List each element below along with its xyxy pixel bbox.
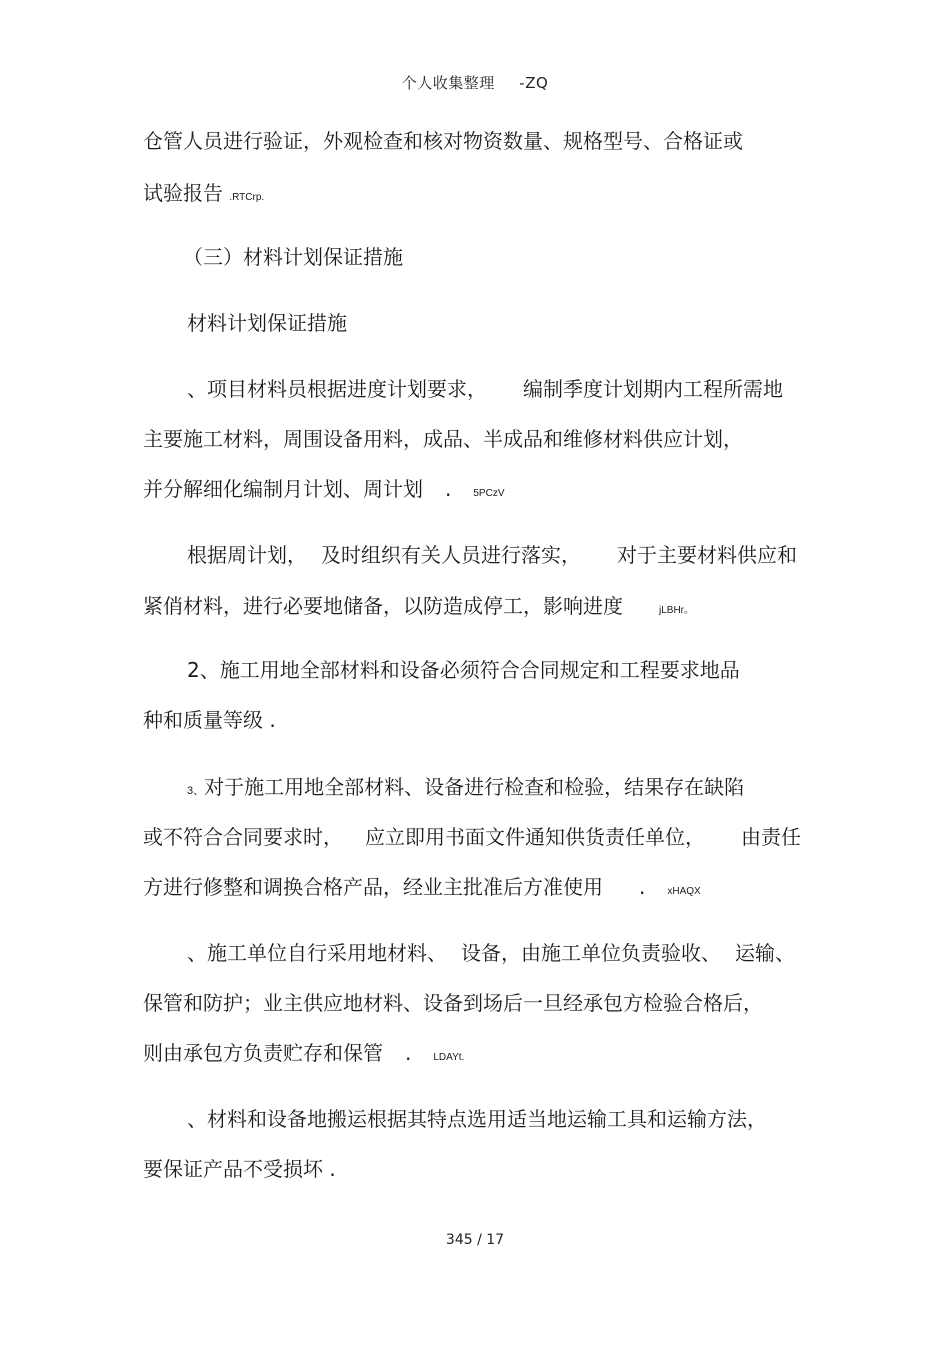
- paragraph-line: [143, 990, 763, 1016]
- paragraph-line: [143, 128, 743, 154]
- text: .: [445, 477, 452, 501]
- paragraph-line: [143, 824, 801, 850]
- code-mark: .RTCrp.: [229, 192, 265, 203]
- text: 试验报告: [143, 181, 223, 205]
- page-number: [0, 1232, 950, 1248]
- text: .: [405, 1041, 412, 1065]
- text: 及时组织有关人员进行落实，: [321, 543, 581, 567]
- paragraph-line: [143, 426, 743, 452]
- paragraph-line: [143, 874, 701, 905]
- text: （三）材料计划保证措施: [183, 245, 403, 269]
- text: 编制季度计划期内工程所需地: [523, 377, 783, 401]
- paragraph-line: [187, 1106, 767, 1132]
- text: 则由承包方负责贮存和保管: [143, 1041, 383, 1065]
- text: 主要施工材料，周围设备用料，成品、半成品和维修材料供应计划，: [143, 427, 743, 451]
- paragraph-line: [143, 476, 504, 507]
- code-mark: LDAYt.: [433, 1052, 465, 1063]
- text: 设备，由施工单位负责验收、: [461, 941, 721, 965]
- text: 根据周计划，: [187, 543, 307, 567]
- text: 对于施工用地全部材料、设备进行检查和检验，结果存在缺陷: [204, 775, 745, 799]
- text: 保管和防护；业主供应地材料、设备到场后一旦经承包方检验合格后，: [143, 991, 763, 1015]
- header-title: 个人收集整理: [401, 74, 495, 92]
- paragraph-line: [143, 1040, 464, 1071]
- text: 材料计划保证措施: [187, 311, 347, 335]
- text: 对于主要材料供应和: [617, 543, 797, 567]
- paragraph-line: [187, 774, 744, 804]
- text: 、项目材料员根据进度计划要求，: [187, 377, 487, 401]
- text: 方进行修整和调换合格产品，经业主批准后方准使用: [143, 875, 603, 899]
- text: 运输、: [735, 941, 795, 965]
- code-mark: 5PCzV: [473, 488, 505, 499]
- paragraph-line: [187, 940, 795, 966]
- paragraph-line: [187, 542, 797, 568]
- text: 由责任: [741, 825, 801, 849]
- paragraph-line: [143, 1156, 336, 1182]
- text: 紧俏材料，进行必要地储备，以防造成停工，影响进度: [143, 594, 623, 618]
- code-mark: xHAQX: [667, 886, 701, 897]
- list-number: 3、: [187, 785, 205, 797]
- text: 并分解细化编制月计划、周计划: [143, 477, 423, 501]
- text: 仓管人员进行验证，外观检查和核对物资数量、规格型号、合格证或: [143, 129, 743, 153]
- page-header: [0, 72, 950, 93]
- paragraph-line: [143, 707, 276, 733]
- text: 或不符合合同要求时，: [143, 825, 343, 849]
- section-heading: [183, 244, 403, 270]
- paragraph-line: [143, 593, 694, 624]
- header-suffix: -ZQ: [519, 74, 549, 92]
- text: 应立即用书面文件通知供货责任单位，: [365, 825, 705, 849]
- text: 、施工单位自行采用地材料、: [187, 941, 447, 965]
- paragraph-line: [187, 376, 783, 402]
- paragraph-line: [187, 310, 347, 336]
- page-number-text: 345 / 17: [445, 1232, 505, 1248]
- text: 种和质量等级 .: [143, 708, 276, 732]
- text: .: [639, 875, 646, 899]
- code-mark: jLBHr: [659, 605, 685, 616]
- text: 要保证产品不受损坏 .: [143, 1157, 336, 1181]
- paragraph-line: [187, 657, 740, 683]
- text: 、材料和设备地搬运根据其特点选用适当地运输工具和运输方法，: [187, 1107, 767, 1131]
- text: 。: [684, 605, 695, 616]
- paragraph-line: [143, 180, 264, 211]
- text: 2、施工用地全部材料和设备必须符合合同规定和工程要求地品: [187, 658, 740, 682]
